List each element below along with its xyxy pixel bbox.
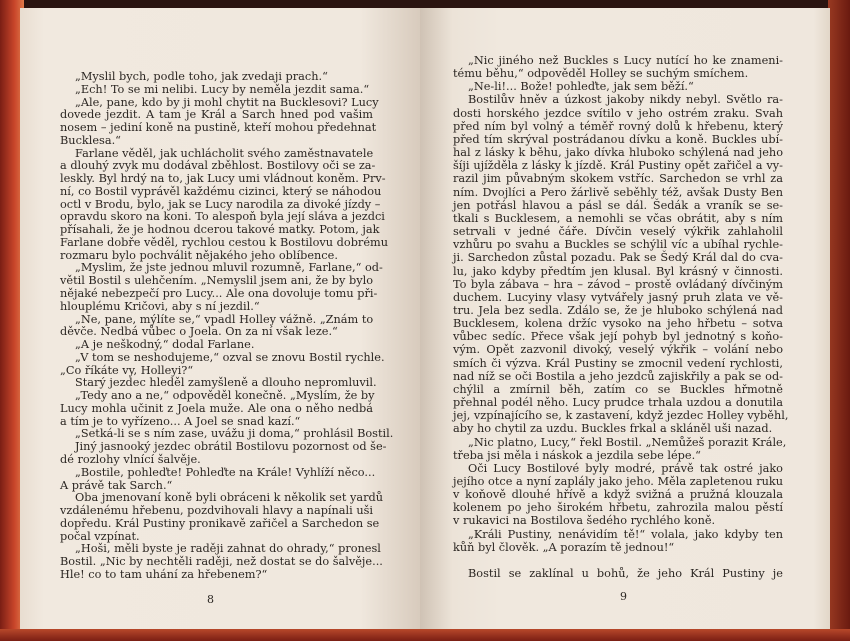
text-line: „Setká-li se s ním zase, uvážu ji doma,“ prohlásil Bostil. [75, 427, 394, 441]
text-line: „V tom se neshodujeme,“ ozval se znovu Bostil rychle. [75, 350, 385, 364]
text-line: „Králi Pustiny, nenávidím tě!“ volala, jako kdyby ten [468, 527, 783, 541]
paragraph [453, 80, 783, 93]
text-line: šíji ujížděla z lásky k jízdě. Král Pustiny opět zařičel a vy- [453, 159, 783, 173]
text-line: Bostil. „Nic by nechtěli raději, než dostat se do šalvěje... [60, 555, 383, 569]
left-page-text [60, 70, 394, 582]
text-line: Farlane věděl, jak uchlácholit svého zaměstnavatele [75, 146, 374, 160]
text-line: lu, jako kdyby předtím jen klusal. Byl krásný v činnosti. [453, 264, 783, 278]
text-line: Farlane dobře věděl, rychlou cestou k Bostilovu dobrému [60, 235, 389, 249]
text-line: „Ne, pane, mýlíte se,“ vpadl Holley vážně. „Znám to [75, 312, 374, 326]
text-line: Jiný jasnooký jezdec obrátil Bostilovu pozornost od še- [75, 440, 387, 454]
page-number-right: 9 [620, 590, 627, 603]
paragraph [60, 390, 373, 428]
text-line: vým. Opět zazvonil divoký, veselý výkřik – volání nebo [453, 343, 783, 357]
text-line: dopředu. Král Pustiny pronikavě zařičel a Sarchedon se [60, 516, 380, 530]
paragraph [60, 261, 383, 313]
text-line: setrvali v jedné čáře. Dívčin veselý výkřik zahlaholil [453, 225, 783, 239]
text-line: „Co říkáte vy, Holleyi?“ [60, 363, 194, 377]
text-line: kůň byl člověk. „A porazím tě jednou!“ [453, 540, 675, 554]
text-line: jejího otce a nyní zaplály jako jeho. Měla zapletenou ruku [453, 475, 783, 488]
text-line: před tím skrýval postrádanou dívku a koně. Buckles ubí- [453, 132, 783, 146]
text-line: „Bostile, pohleďte! Pohleďte na Krále! Vyhlíží něco... [75, 465, 376, 479]
text-line: „Nic jiného než Buckles s Lucy nutící ho ke znameni- [468, 54, 783, 67]
text-line: Oba jmenovaní koně byli obráceni k několik set yardů [75, 491, 384, 505]
paragraph [453, 54, 783, 80]
text-line: rozmaru bylo pochválit nějakého jeho oblíbence. [60, 248, 338, 262]
text-line: A právě tak Sarch.“ [60, 478, 173, 492]
text-line: přísahali, že je hodnou dcerou takové matky. Potom, jak [60, 223, 380, 237]
text-line: třeba jsi měla i náskok a jezdila sebe lépe.“ [453, 448, 701, 462]
text-line: Starý jezdec hleděl zamyšleně a dlouho nepromluvil. [75, 376, 377, 390]
text-line: duchem. Lucyiny vlasy vytvářely jasný pruh zlata ve vě- [453, 290, 783, 304]
text-line: kolenem po jeho širokém hřbetu, zahrozila malou pěstí [453, 501, 783, 515]
text-line: tru. Jela bez sedla. Zdálo se, že je hluboko schýlená nad [453, 303, 783, 317]
book-cover-bottom-edge [0, 629, 850, 641]
paragraph [60, 146, 389, 263]
text-line: Bucklesa.“ [60, 133, 121, 147]
text-line: přehnal podél něho. Lucy prudce trhala uzdou a donutila [453, 396, 783, 410]
text-line: dosti horského jezdce svítilo v jeho ostrém zraku. Svah [453, 106, 783, 120]
text-line: opravdu skoro na koni. To alespoň byla její sláva a jezdci [60, 210, 385, 224]
book-cover-right-edge [828, 0, 850, 641]
text-line: Hle! co to tam uhání za hřebenem?“ [60, 567, 268, 581]
text-line: smích či výzva. Král Pustiny se zmocnil vedení rychlosti, [453, 356, 783, 370]
text-line: „Myslil bych, podle toho, jak zvedaji prach.“ [75, 70, 328, 83]
paragraph [60, 350, 385, 378]
text-line: „Ne-li!... Bože! pohleďte, jak sem běží.“ [468, 80, 694, 94]
paragraph [60, 95, 379, 148]
paragraph-gap [453, 554, 783, 567]
text-line: jej, vzpínajícího se, k zastavení, když jezdec Holley vyběhl, [453, 409, 789, 423]
text-line: tkali s Bucklesem, a nemohli se včas obrátit, aby s ním [453, 211, 783, 225]
paragraph [453, 462, 783, 528]
text-line: počal vzpínat. [60, 529, 140, 543]
right-page [420, 8, 830, 629]
text-line: chýlil a zmírnil běh, zatím co se Buckles hřmotně [453, 382, 783, 396]
text-line: „Myslim, že jste jednou mluvil rozumně, Farlane,“ od- [75, 261, 383, 275]
text-line: nějaké nebezpečí pro Lucy... Ale ona dovoluje tomu při- [60, 287, 378, 301]
text-line: ji. Sarchedon zůstal pozadu. Pak se Šedý Král dal do cva- [453, 251, 783, 265]
paragraph [60, 339, 373, 352]
paragraph [453, 528, 783, 554]
paragraph [60, 314, 373, 340]
paragraph [453, 93, 789, 436]
text-line: tému běhu,“ odpověděl Holley se suchým smíchem. [453, 67, 749, 81]
text-line: větil Bostil s ulehčením. „Nemyslil jsem ani, že by bylo [60, 274, 374, 288]
text-line: ní, co Bostil vyprávěl každému cizinci, který se náhodou [60, 184, 382, 198]
text-line: „Ale, pane, kdo by ji mohl chytit na Bucklesovi? Lucy [75, 95, 379, 109]
text-line: Bostil se zaklínal u bohů, že jeho Král Pustiny je [468, 567, 783, 581]
text-line: „Ech! To se mi nelibi. Lucy by neměla jezdit sama.“ [75, 82, 370, 96]
text-line: „Tedy ano a ne,“ odpověděl konečně. „Myslím, že by [75, 389, 375, 403]
text-line: Oči Lucy Bostilové byly modré, právě tak ostré jako [468, 461, 783, 475]
right-page-text [453, 54, 789, 581]
page-number-left: 8 [207, 593, 214, 606]
text-line: „A je neškodný,“ dodal Farlane. [75, 338, 255, 352]
text-line: Lucy mohla učinit z Joela muže. Ale ona o něho nedbá [60, 401, 373, 415]
text-line: To byla zábava – hra – závod – prostě ovládaný dívčiným [453, 277, 783, 291]
text-line: leskly. Byl hrdý na to, jak Lucy umi vládnout koněm. Prv- [60, 172, 386, 186]
text-line: před ním byl volný a téměř rovný dolů k hřebenu, který [453, 119, 783, 133]
text-line: vzhůru po svahu a Buckles se schýlil víc a ubíhal rychle- [453, 238, 783, 252]
paragraph [60, 84, 373, 97]
text-line: nosem – jediní koně na pustině, kteří mohou předehnat [60, 121, 377, 135]
paragraph [60, 465, 376, 493]
text-line: a dlouhý zvyk mu dodával zběhlost. Bostilovy oči se za- [60, 159, 376, 173]
text-line: aby ho chytil za uzdu. Buckles frkal a skláněl uši nazad. [453, 422, 773, 436]
paragraph [60, 542, 383, 581]
text-line: vzdálenému hřebenu, pozdvihovali hlavy a napínali uši [60, 504, 374, 518]
text-line: v rukavici na Bostilova šedého rychlého koně. [453, 514, 716, 528]
text-line: Bostilův hněv a úzkost jakoby nikdy nebyl. Světlo ra- [468, 93, 783, 107]
text-line: dovede jezdit. A tam je Král a Sarch hned pod vašim [60, 108, 373, 122]
text-line: děvče. Nedbá vůbec o Joela. On za ní však leze.“ [60, 325, 338, 339]
text-line: „Nic platno, Lucy,“ řekl Bostil. „Nemůžeš porazit Krále, [468, 435, 787, 449]
text-line: ním. Dvojlíci a Pero žárlivě seběhly též, avšak Dusty Ben [453, 185, 783, 199]
text-line: hlouplému Kričovi, aby s ní jezdil.“ [60, 299, 260, 313]
text-line: „Hoši, měli byste je raději zahnat do ohrady,“ pronesl [75, 542, 381, 556]
paragraph [60, 491, 384, 543]
text-line: a tím je to vyřízeno... A Joel se snad kazí.“ [60, 414, 301, 428]
text-line: octl v Brodu, bylo, jak se Lucy narodila za divoké jízdy – [60, 197, 381, 211]
book-cover-top-edge [0, 0, 850, 8]
paragraph [60, 440, 387, 467]
text-line: jen potřásl hlavou a pásl se dál. Šedák a vraník se se- [453, 198, 783, 212]
paragraph [60, 71, 373, 84]
text-line: v koňově dlouhé hřívě a když svižná a pružná klouzala [453, 488, 783, 502]
text-line: hal z lásky k běhu, jako dívka hluboko schýlená nad jeho [453, 146, 783, 160]
left-page [20, 8, 420, 629]
text-line: dé rozlohy vlnící šalvěje. [60, 452, 201, 466]
text-line: razil jim půvabným skokem vstříc. Sarchedon se vrhl za [453, 172, 783, 186]
paragraph [453, 567, 783, 580]
text-line: Bucklesem, kolena držíc vysoko na jeho hřbetu – sotva [453, 317, 783, 331]
text-line: nad níž se oči Bostila a jeho jezdců zajiskřily a pak se od- [453, 369, 783, 383]
text-line: vůbec sedíc. Přece však její pohyb byl jednotný s koňo- [453, 330, 783, 344]
paragraph [453, 435, 787, 462]
